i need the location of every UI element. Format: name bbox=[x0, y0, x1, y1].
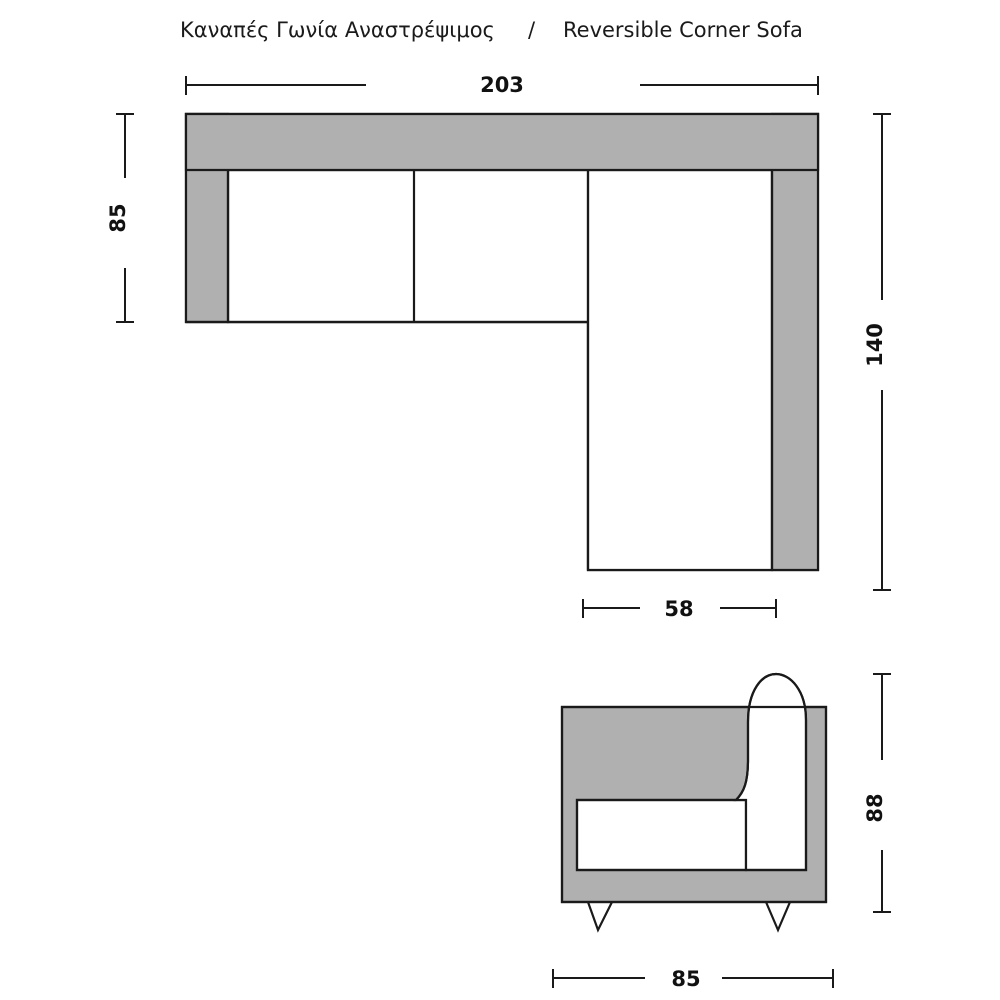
leg-left bbox=[588, 902, 612, 930]
dimension-label-140: 140 bbox=[863, 323, 887, 367]
dimension-label-85-bottom: 85 bbox=[671, 967, 701, 991]
dimension-chaise-58 bbox=[583, 597, 776, 621]
seat-area-chaise bbox=[588, 170, 772, 570]
dimension-height-88 bbox=[863, 674, 891, 912]
side-view bbox=[553, 674, 891, 991]
dimension-label-203: 203 bbox=[480, 73, 524, 97]
dimension-label-85-left: 85 bbox=[106, 203, 130, 233]
title-separator: / bbox=[528, 18, 536, 42]
dimension-label-88: 88 bbox=[863, 793, 887, 823]
side-seat-area bbox=[577, 800, 746, 870]
dimension-depth-140 bbox=[863, 114, 891, 590]
top-view bbox=[106, 73, 891, 621]
title-greek: Καναπές Γωνία Αναστρέψιμος bbox=[180, 18, 495, 42]
back-rest-top bbox=[186, 114, 818, 170]
leg-right bbox=[766, 902, 790, 930]
title-english: Reversible Corner Sofa bbox=[563, 18, 803, 42]
arm-right bbox=[772, 114, 818, 570]
dimension-depth-85 bbox=[106, 114, 134, 322]
dimension-width-203 bbox=[186, 73, 818, 97]
dimension-width-85-bottom bbox=[553, 967, 833, 991]
dimension-label-58: 58 bbox=[664, 597, 694, 621]
